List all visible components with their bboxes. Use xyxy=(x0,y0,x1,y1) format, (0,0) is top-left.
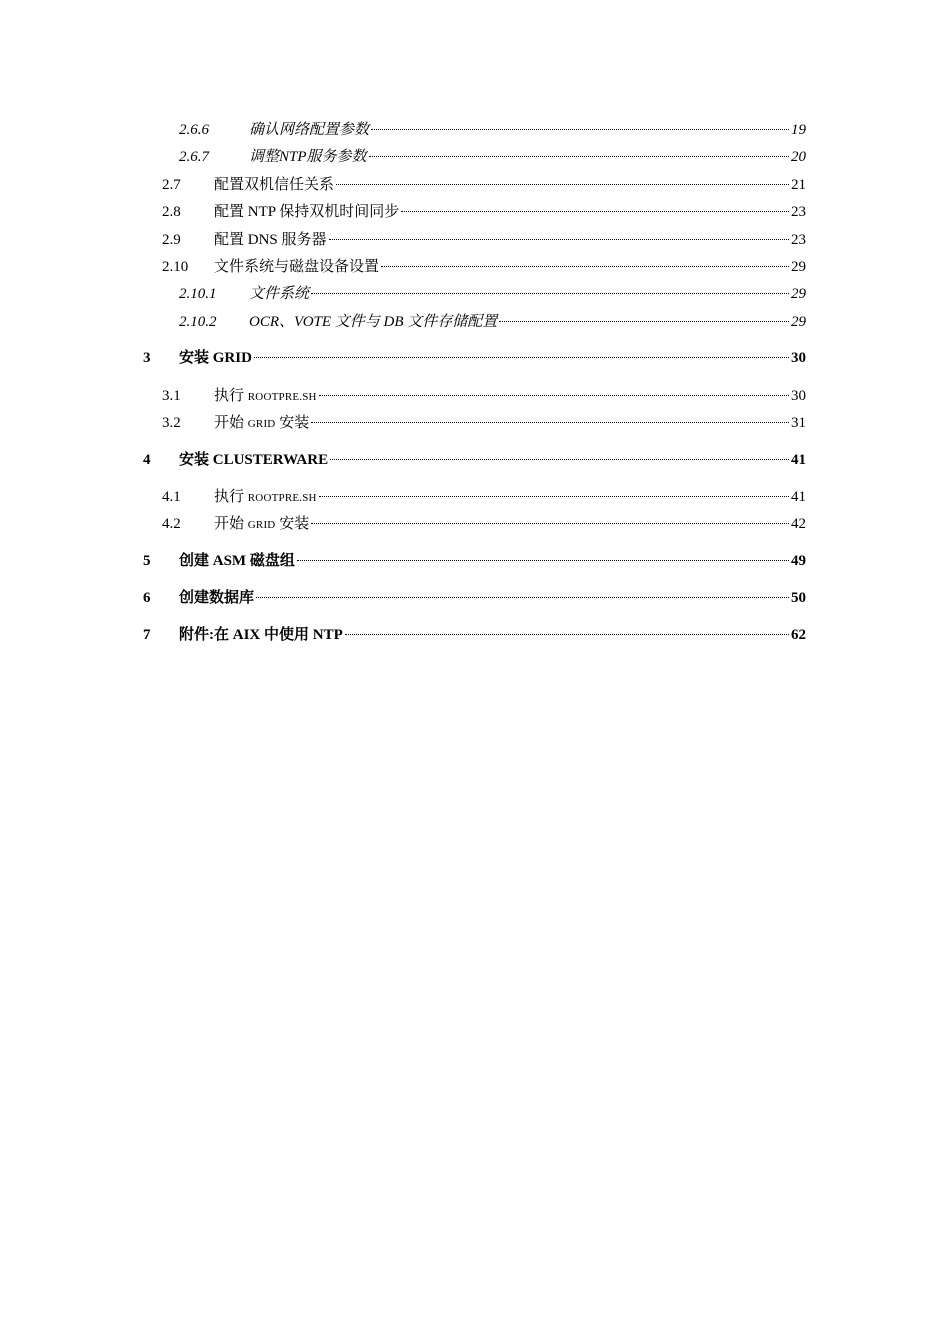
toc-entry-title-text: 执行 xyxy=(214,388,248,404)
dot-leader xyxy=(330,459,789,460)
toc-entry-title-code: GRID xyxy=(247,418,276,430)
toc-entry-number: 7 xyxy=(143,627,151,643)
toc-entry-page: 23 xyxy=(791,204,806,220)
toc-entry-title: 文件系统 xyxy=(249,286,310,302)
toc-entry-number: 2.10.1 xyxy=(179,286,217,302)
toc-entry-title-code: ROOTPRE.SH xyxy=(247,391,317,403)
dot-leader xyxy=(336,184,789,185)
toc-entry-4[interactable] xyxy=(143,450,806,470)
toc-entry-page: 41 xyxy=(791,452,806,468)
dot-leader xyxy=(381,266,789,267)
toc-entry-title-text: 开始 xyxy=(214,516,248,532)
toc-entry-page: 31 xyxy=(791,415,806,431)
toc-entry-2-7[interactable] xyxy=(162,175,806,195)
toc-entry-number: 3 xyxy=(143,350,151,366)
dot-leader xyxy=(319,496,789,497)
toc-entry-2-10[interactable] xyxy=(162,257,806,277)
toc-entry-2-10-2[interactable] xyxy=(179,312,806,332)
toc-entry-title: 附件:在 AIX 中使用 NTP xyxy=(179,627,343,643)
toc-entry-title xyxy=(214,413,309,434)
toc-entry-3[interactable] xyxy=(143,348,806,368)
toc-entry-title: 配置双机信任关系 xyxy=(214,177,335,193)
toc-entry-number: 4.2 xyxy=(162,516,181,532)
toc-entry-title: 创建数据库 xyxy=(179,590,255,606)
toc-entry-5[interactable] xyxy=(143,551,806,571)
toc-entry-page: 19 xyxy=(791,122,806,138)
toc-entry-title: 安装 GRID xyxy=(179,350,252,366)
toc-entry-2-10-1[interactable] xyxy=(179,284,806,304)
dot-leader xyxy=(311,293,789,294)
toc-entry-page: 29 xyxy=(791,314,806,330)
toc-entry-page: 30 xyxy=(791,350,806,366)
toc-entry-number: 2.9 xyxy=(162,232,181,248)
toc-entry-title: OCR、VOTE 文件与 DB 文件存储配置 xyxy=(249,314,498,330)
toc-entry-title: 配置 NTP 保持双机时间同步 xyxy=(214,204,400,220)
toc-entry-number: 2.10 xyxy=(162,259,189,275)
toc-entry-number: 2.6.6 xyxy=(179,122,209,138)
dot-leader xyxy=(319,395,789,396)
toc-entry-title: 安装 CLUSTERWARE xyxy=(179,452,329,468)
toc-entry-number: 2.8 xyxy=(162,204,181,220)
toc-entry-6[interactable] xyxy=(143,588,806,608)
toc-entry-page: 21 xyxy=(791,177,806,193)
toc-entry-title-text: 执行 xyxy=(214,489,248,505)
toc-entry-page: 62 xyxy=(791,627,806,643)
dot-leader xyxy=(369,156,789,157)
toc-entry-title-text: 开始 xyxy=(214,415,248,431)
toc-entry-title xyxy=(214,386,317,407)
toc-entry-page: 50 xyxy=(791,590,806,606)
toc-entry-title: 创建 ASM 磁盘组 xyxy=(179,553,295,569)
toc-entry-2-6-7[interactable] xyxy=(179,147,806,167)
dot-leader xyxy=(499,321,789,322)
toc-entry-number: 2.6.7 xyxy=(179,149,209,165)
toc-entry-title-code: GRID xyxy=(247,519,276,531)
toc-entry-number: 3.1 xyxy=(162,388,181,404)
toc-entry-title-text-end: 安装 xyxy=(275,415,310,431)
dot-leader xyxy=(345,634,789,635)
toc-entry-2-9[interactable] xyxy=(162,230,806,250)
toc-entry-title: 文件系统与磁盘设备设置 xyxy=(214,259,380,275)
toc-entry-title-text-end: 安装 xyxy=(275,516,310,532)
toc-entry-page: 29 xyxy=(791,286,806,302)
toc-entry-4-1[interactable] xyxy=(162,487,806,507)
toc-entry-number: 4.1 xyxy=(162,489,181,505)
toc-entry-page: 41 xyxy=(791,489,806,505)
toc-entry-number: 6 xyxy=(143,590,151,606)
toc-entry-number: 5 xyxy=(143,553,151,569)
toc-entry-title: 配置 DNS 服务器 xyxy=(214,232,327,248)
dot-leader xyxy=(311,422,789,423)
toc-entry-7[interactable] xyxy=(143,625,806,645)
dot-leader xyxy=(256,597,789,598)
toc-entry-3-1[interactable] xyxy=(162,386,806,406)
toc-entry-number: 3.2 xyxy=(162,415,181,431)
dot-leader xyxy=(297,560,789,561)
toc-entry-page: 29 xyxy=(791,259,806,275)
dot-leader xyxy=(311,523,789,524)
toc-entry-number: 2.10.2 xyxy=(179,314,217,330)
toc-entry-title xyxy=(214,487,317,508)
dot-leader xyxy=(329,239,789,240)
toc-entry-page: 49 xyxy=(791,553,806,569)
dot-leader xyxy=(254,357,789,358)
toc-entry-2-6-6[interactable] xyxy=(179,120,806,140)
toc-entry-title-code: ROOTPRE.SH xyxy=(247,492,317,504)
dot-leader xyxy=(401,211,789,212)
toc-entry-title xyxy=(214,514,309,535)
toc-entry-4-2[interactable] xyxy=(162,514,806,534)
toc-entry-number: 2.7 xyxy=(162,177,181,193)
toc-entry-page: 30 xyxy=(791,388,806,404)
dot-leader xyxy=(371,129,789,130)
toc-entry-2-8[interactable] xyxy=(162,202,806,222)
toc-entry-3-2[interactable] xyxy=(162,413,806,433)
toc-entry-number: 4 xyxy=(143,452,151,468)
toc-entry-page: 23 xyxy=(791,232,806,248)
toc-entry-title: 确认网络配置参数 xyxy=(249,122,370,138)
toc-entry-page: 42 xyxy=(791,516,806,532)
toc-entry-title: 调整NTP服务参数 xyxy=(249,149,367,165)
toc-entry-page: 20 xyxy=(791,149,806,165)
